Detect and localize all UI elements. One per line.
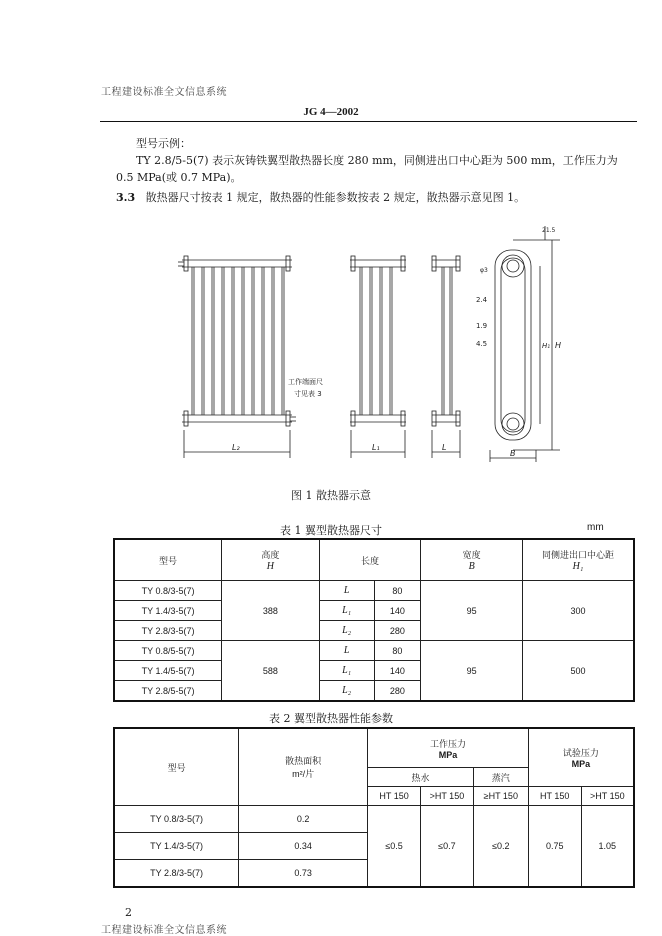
dim-label-b: B [510,449,516,458]
dim-label-4-5: 4.5 [476,340,488,348]
header-rule [100,121,637,122]
page-number: 2 [125,906,132,919]
t1-head-center: 同侧进出口中心距 H₁ [522,539,634,581]
dim-label-2-4: 2.4 [476,296,488,304]
front-view-long [178,256,296,458]
table-row: TY 0.8/5-5(7) 588 L 80 95 500 [114,641,634,661]
dim-label-h: H [555,341,562,350]
table-row: TY 1.4/3-5(7) 0.34 [114,833,634,860]
t2-head-hot-water: 热水 [368,768,474,787]
example-line-2: 0.5 MPa(或 0.7 MPa)。 [116,171,242,184]
table-row: TY 1.4/3-5(7) L₁ 140 [114,601,634,621]
table-row: TY 2.8/3-5(7) 0.73 [114,860,634,888]
t2-head-model: 型号 [114,728,239,806]
table1-header-row [114,539,634,581]
front-view-short [432,256,460,458]
radiator-drawing [170,220,580,470]
dim-label-phi: φ3 [480,267,488,274]
table1-caption: 表 1 翼型散热器尺寸 [280,524,382,537]
t2-head-steam: 蒸汽 [473,768,528,787]
example-line-1: TY 2.8/5-5(7) 表示灰铸铁翼型散热器长度 280 mm，同侧进出口中心距为 500 mm，工作压力为 [136,154,618,167]
dim-label-l: L [442,443,447,452]
figure-caption: 图 1 散热器示意 [291,489,371,502]
dim-label-1-9: 1.9 [476,322,488,330]
t2-head-work: 工作压力 MPa [368,728,529,768]
fig-note-line-1: 工作端面尺 [288,378,323,386]
t1-head-width: 宽度 B [421,539,523,581]
dim-label-h1: H₁ [542,342,551,350]
table2-header-row-3: HT 150 >HT 150 ≥HT 150 HT 150 >HT 150 [114,787,634,806]
dim-label-l2: L₂ [232,443,240,452]
table1-unit: mm [587,522,604,533]
section-number: 3.3 [116,191,136,204]
section-3-3 [116,189,525,206]
table-row: TY 1.4/5-5(7) L₁ 140 [114,661,634,681]
fig-note-line-2: 寸见表 3 [294,390,322,398]
front-view-medium [350,256,406,458]
table-row: TY 2.8/3-5(7) L₂ 280 [114,621,634,641]
t2-head-test: 试验压力 MPa [528,728,634,787]
footer-source: 工程建设标准全文信息系统 [101,925,227,936]
table2-caption: 表 2 翼型散热器性能参数 [269,712,393,725]
section-text: 散热器尺寸按表 1 规定，散热器的性能参数按表 2 规定，散热器示意见图 1。 [145,191,526,204]
t2-head-area: 散热面积 m²/片 [239,728,368,806]
table-row: TY 0.8/3-5(7) 388 L 80 95 300 [114,581,634,601]
dim-label-21-5: 21.5 [542,227,556,234]
table-row: TY 0.8/3-5(7) 0.2 ≤0.5 ≤0.7 ≤0.2 0.75 1.05 [114,806,634,833]
dim-label-l1: L₁ [372,443,380,452]
t1-head-height: 高度 H [222,539,320,581]
standard-code: JG 4—2002 [303,106,359,118]
table2 [113,727,635,888]
header-source: 工程建设标准全文信息系统 [101,87,227,98]
t1-head-model: 型号 [114,539,222,581]
table1 [113,538,635,702]
t1-head-length: 长度 [319,539,421,581]
table2-header-row-1 [114,728,634,768]
table-row: TY 2.8/5-5(7) L₂ 280 [114,681,634,702]
radiator-figure [170,220,580,470]
example-heading: 型号示例： [136,137,191,150]
